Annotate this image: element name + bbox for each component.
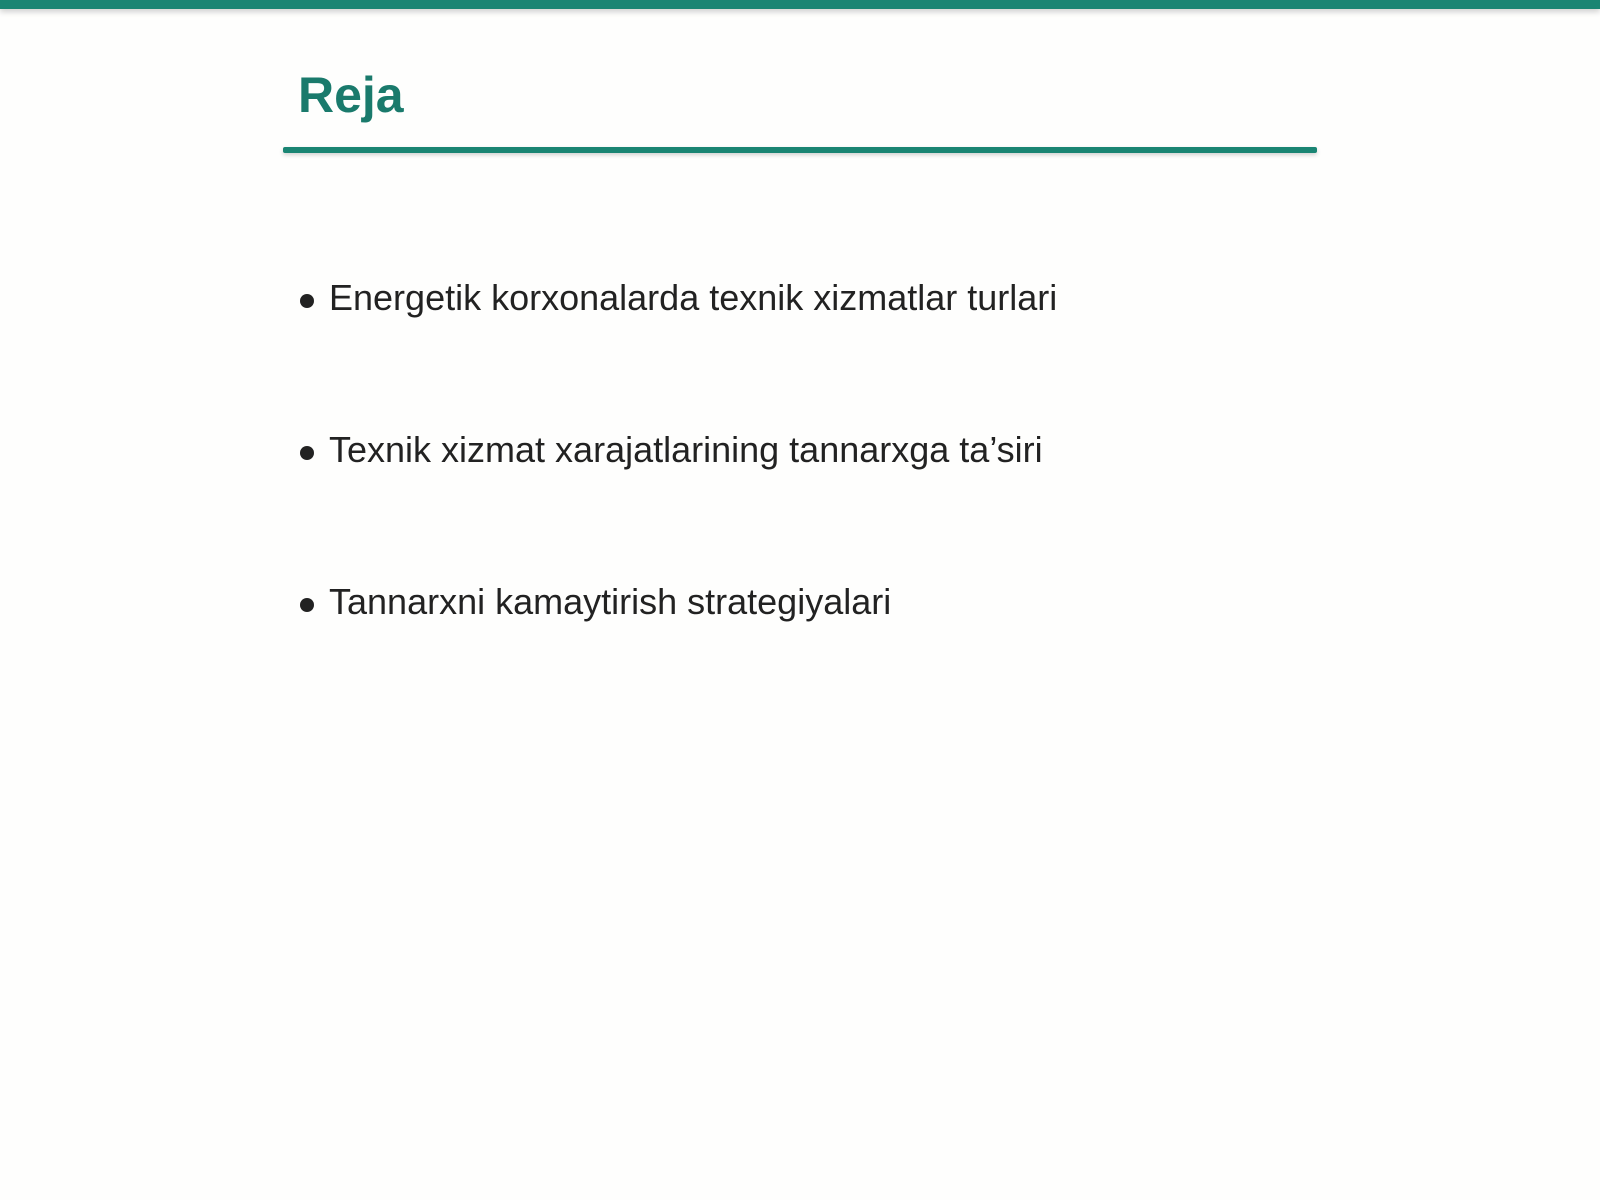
bullet-text: Energetik korxonalarda texnik xizmatlar turlari <box>329 277 1058 318</box>
bullet-text: Tannarxni kamaytirish strategiyalari <box>329 581 892 622</box>
top-accent-bar <box>0 0 1600 9</box>
bullet-icon <box>300 598 314 612</box>
bullet-icon <box>300 294 314 308</box>
slide-title: Reja <box>298 67 404 123</box>
bullet-icon <box>300 446 314 460</box>
title-underline <box>283 147 1317 153</box>
bullet-text: Texnik xizmat xarajatlarining tannarxga ta’siri <box>329 429 1043 470</box>
